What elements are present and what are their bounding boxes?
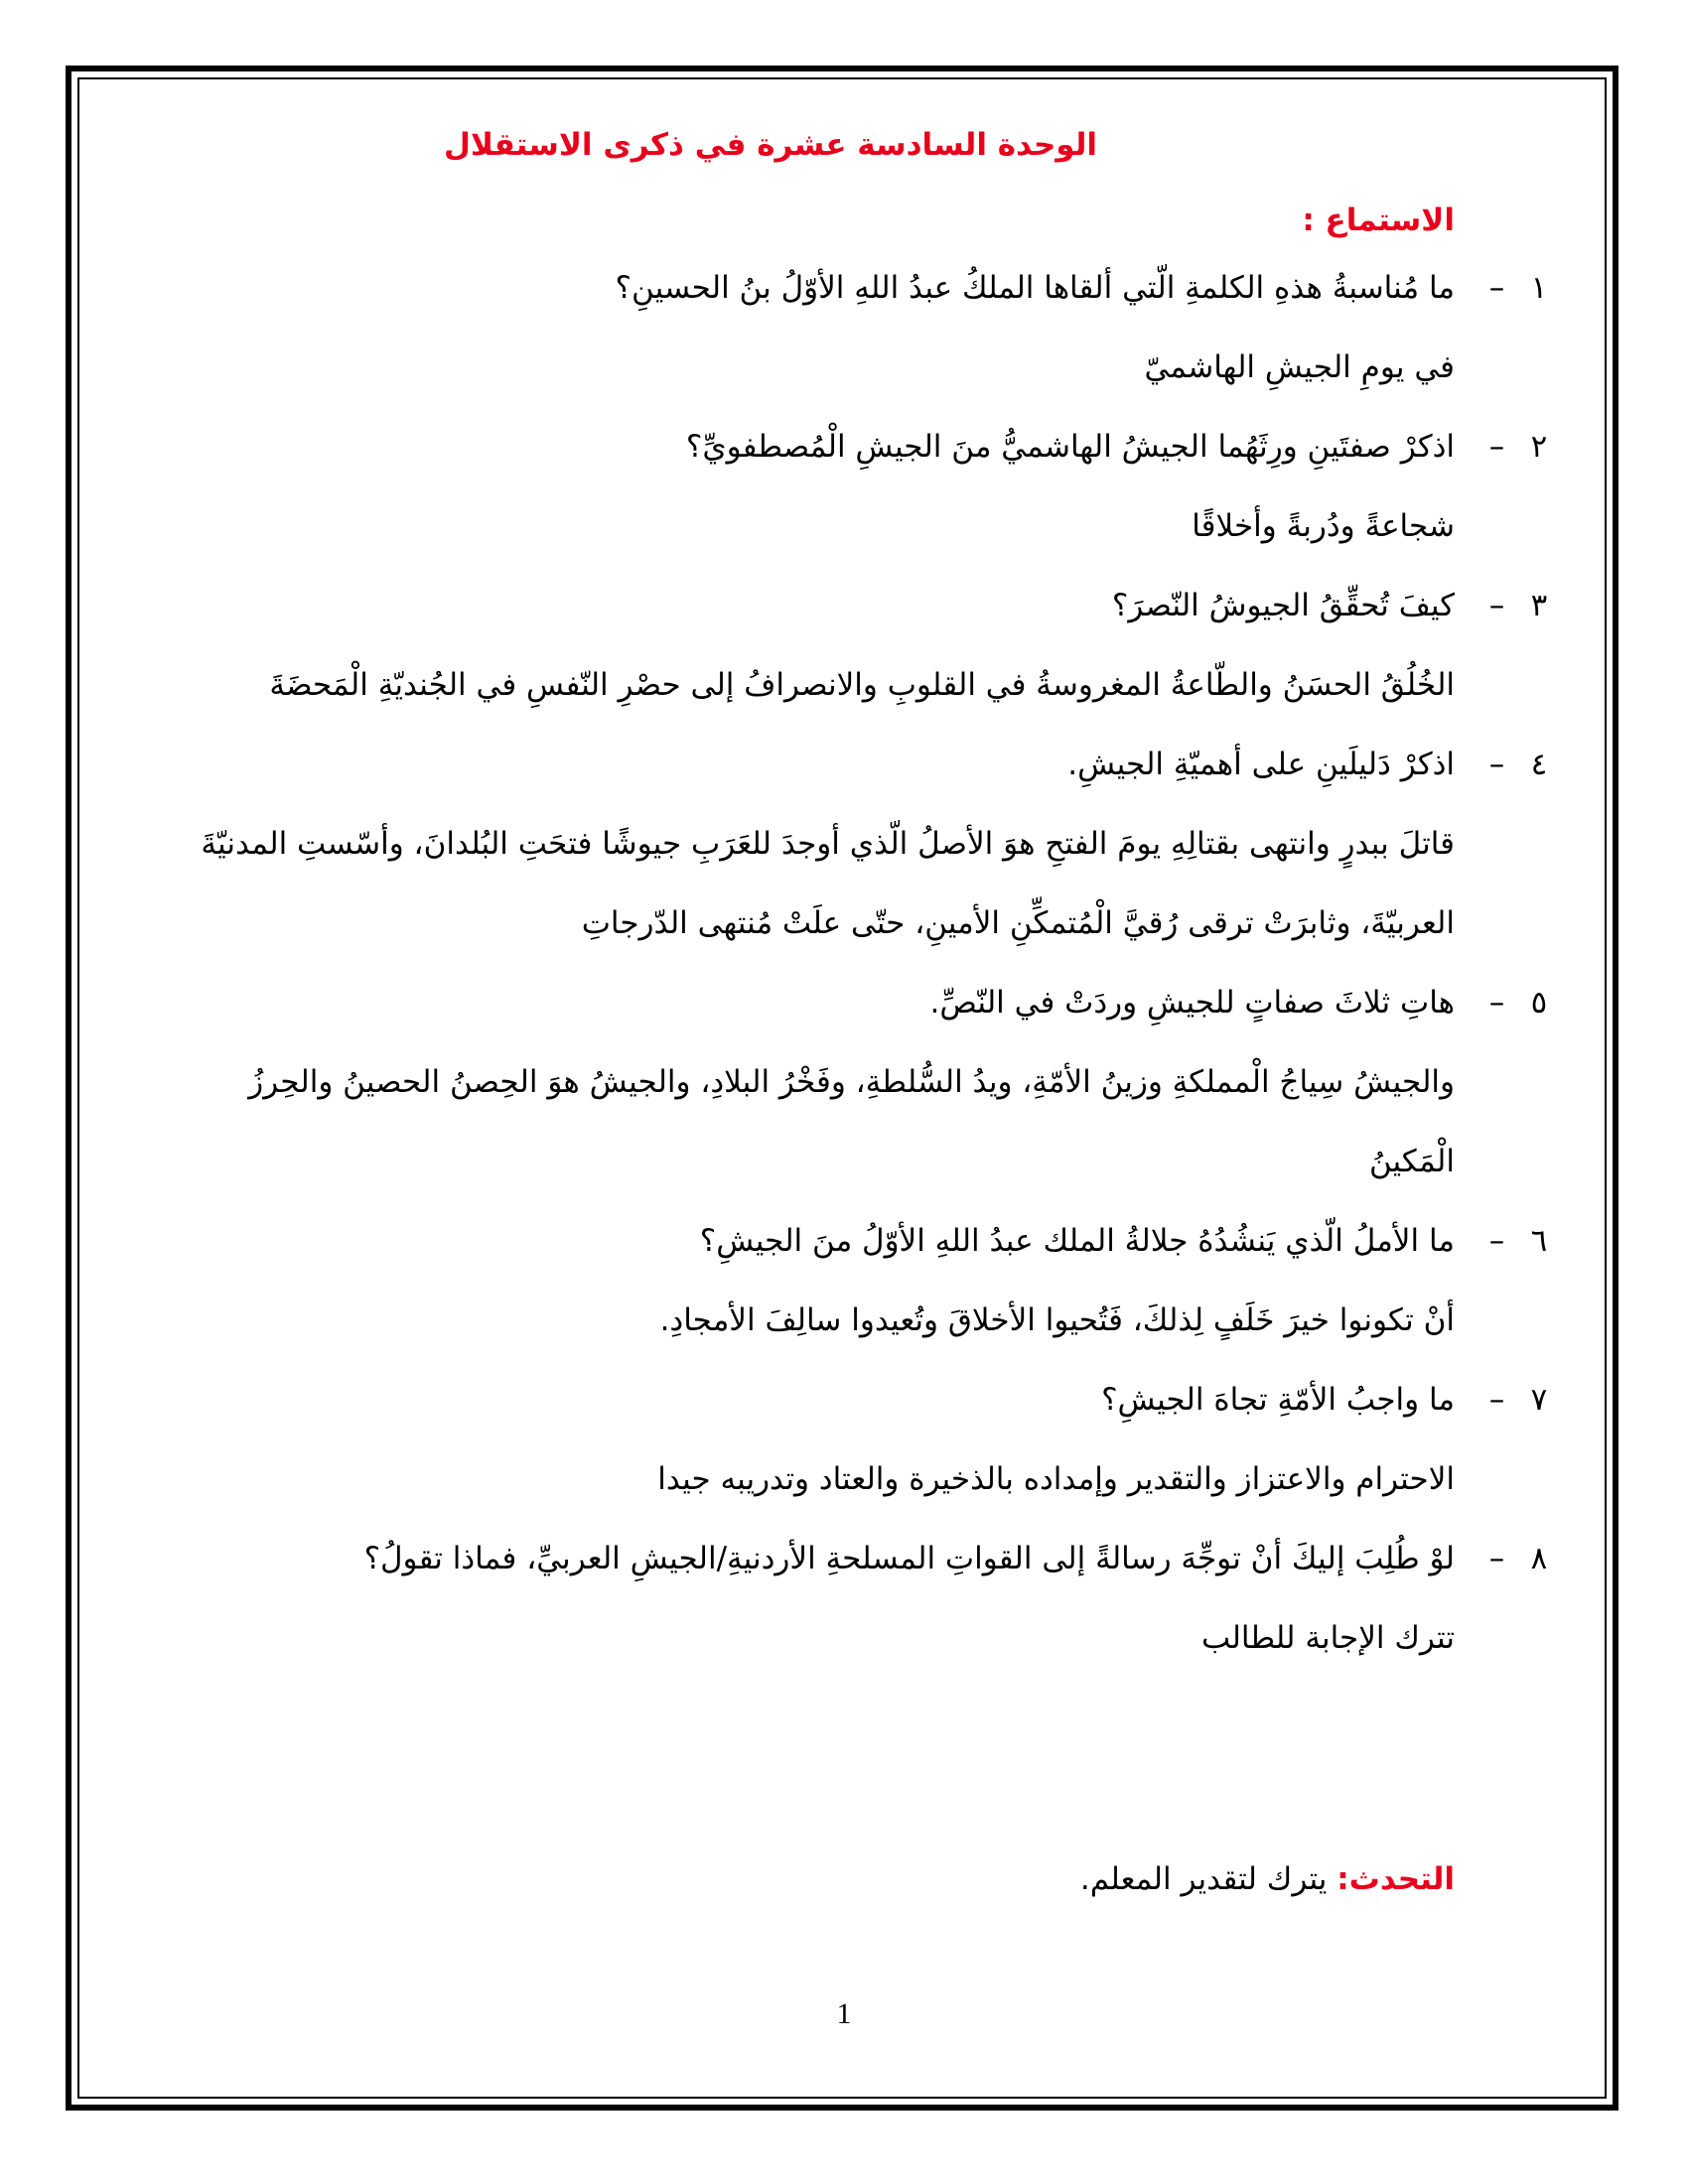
question-number: ٢	[1530, 429, 1548, 465]
question-text: هاتِ ثلاثَ صفاتٍ للجيشِ وردَتْ في النّصِّ.	[929, 985, 1455, 1021]
question-number: ١	[1530, 270, 1548, 306]
list-item	[194, 1201, 1548, 1360]
question-line	[194, 1360, 1548, 1439]
answer-text: والجيشُ سِياجُ الْمملكةِ وزينُ الأمّةِ، ويدُ السُّلطةِ، وفَخْرُ البلادِ، والجيشُ هوَ الحِصنُ الحصينُ والحِرزُ الْمَكينُ	[248, 1064, 1455, 1179]
question-number: ٥	[1530, 985, 1548, 1021]
question-text: اذكرْ دَليلَينِ على أهميّةِ الجيشِ.	[1067, 747, 1455, 782]
question-line	[194, 1201, 1548, 1281]
answer-text: الاحترام والاعتزاز والتقدير وإمداده بالذخيرة والعتاد وتدريبه جيدا	[657, 1461, 1455, 1497]
question-text: ما واجبُ الأمّةِ تجاهَ الجيشِ؟	[1101, 1382, 1455, 1418]
question-dash: –	[1488, 747, 1505, 782]
question-dash: –	[1488, 985, 1505, 1021]
question-list	[194, 248, 1548, 1678]
question-dash: –	[1488, 1382, 1505, 1418]
speaking-section	[1080, 1840, 1455, 1919]
question-number: ٣	[1530, 588, 1548, 623]
question-number: ٧	[1530, 1382, 1548, 1418]
question-text: لوْ طُلِبَ إليكَ أنْ توجِّهَ رسالةً إلى القواتِ المسلحةِ الأردنيةِ/الجيشِ العربيِّ، فماذا تقولُ؟	[363, 1541, 1455, 1576]
question-dash: –	[1488, 1541, 1505, 1576]
answer-text: الخُلُقُ الحسَنُ والطّاعةُ المغروسةُ في القلوبِ والانصرافُ إلى حصْرِ النّفسِ في الجُنديّةِ الْمَحضَةَ	[269, 667, 1455, 703]
question-number: ٦	[1530, 1223, 1548, 1259]
list-item	[194, 963, 1548, 1201]
question-dash: –	[1488, 1223, 1505, 1259]
question-text: ما الأملُ الّذي يَنشُدُهُ جلالةُ الملك عبدُ اللهِ الأوّلُ منَ الجيشِ؟	[699, 1223, 1455, 1259]
question-dash: –	[1488, 429, 1505, 465]
question-text: كيفَ تُحقِّقُ الجيوشُ النّصرَ؟	[1111, 588, 1455, 623]
list-item	[194, 1360, 1548, 1519]
page-number: 1	[836, 1997, 852, 2030]
document-body	[194, 117, 1548, 1678]
answer-text: في يومِ الجيشِ الهاشميّ	[1144, 349, 1455, 385]
unit-title: الوحدة السادسة عشرة في ذكرى الاستقلال	[443, 127, 1097, 163]
answer-text: قاتلَ ببدرٍ وانتهى بقتالِهِ يومَ الفتحِ هوَ الأصلُ الّذي أوجدَ للعَرَبِ جيوشًا فتحَتِ البُلدانَ، وأسّستِ المدنيّةَ العربيّةَ، وثابرَتْ ترقى رُقيَّ الْمُتمكِّنِ الأمينِ، حتّى علَتْ مُنتهى الدّرجاتِ	[201, 826, 1455, 941]
list-item	[194, 1519, 1548, 1678]
list-item	[194, 248, 1548, 407]
question-line	[194, 248, 1548, 328]
answer-text: شجاعةً ودُربةً وأخلاقًا	[1192, 508, 1455, 544]
list-item	[194, 725, 1548, 963]
question-dash: –	[1488, 588, 1505, 623]
list-item	[194, 566, 1548, 725]
question-text: ما مُناسبةُ هذهِ الكلمةِ الّتي ألقاها الملكُ عبدُ اللهِ الأوّلُ بنُ الحسينِ؟	[615, 270, 1455, 306]
question-line	[194, 1519, 1548, 1598]
question-text: اذكرْ صفتَينِ ورِثَهُما الجيشُ الهاشميُّ منَ الجيشِ الْمُصطفويِّ؟	[685, 429, 1455, 465]
question-dash: –	[1488, 270, 1505, 306]
answer-text: تترك الإجابة للطالب	[1201, 1620, 1455, 1656]
speaking-text: يترك لتقدير المعلم.	[1079, 1861, 1337, 1897]
answer-text: أنْ تكونوا خيرَ خَلَفٍ لِذلكَ، فَتُحيوا الأخلاقَ وتُعيدوا سالِفَ الأمجادِ.	[659, 1302, 1455, 1338]
question-line	[194, 963, 1548, 1042]
list-item	[194, 407, 1548, 566]
speaking-label: التحدث:	[1336, 1861, 1455, 1897]
question-line	[194, 725, 1548, 804]
question-line	[194, 566, 1548, 645]
section-title-listening: الاستماع :	[1302, 203, 1455, 238]
question-number: ٤	[1530, 747, 1548, 782]
question-number: ٨	[1530, 1541, 1548, 1576]
question-line	[194, 407, 1548, 486]
